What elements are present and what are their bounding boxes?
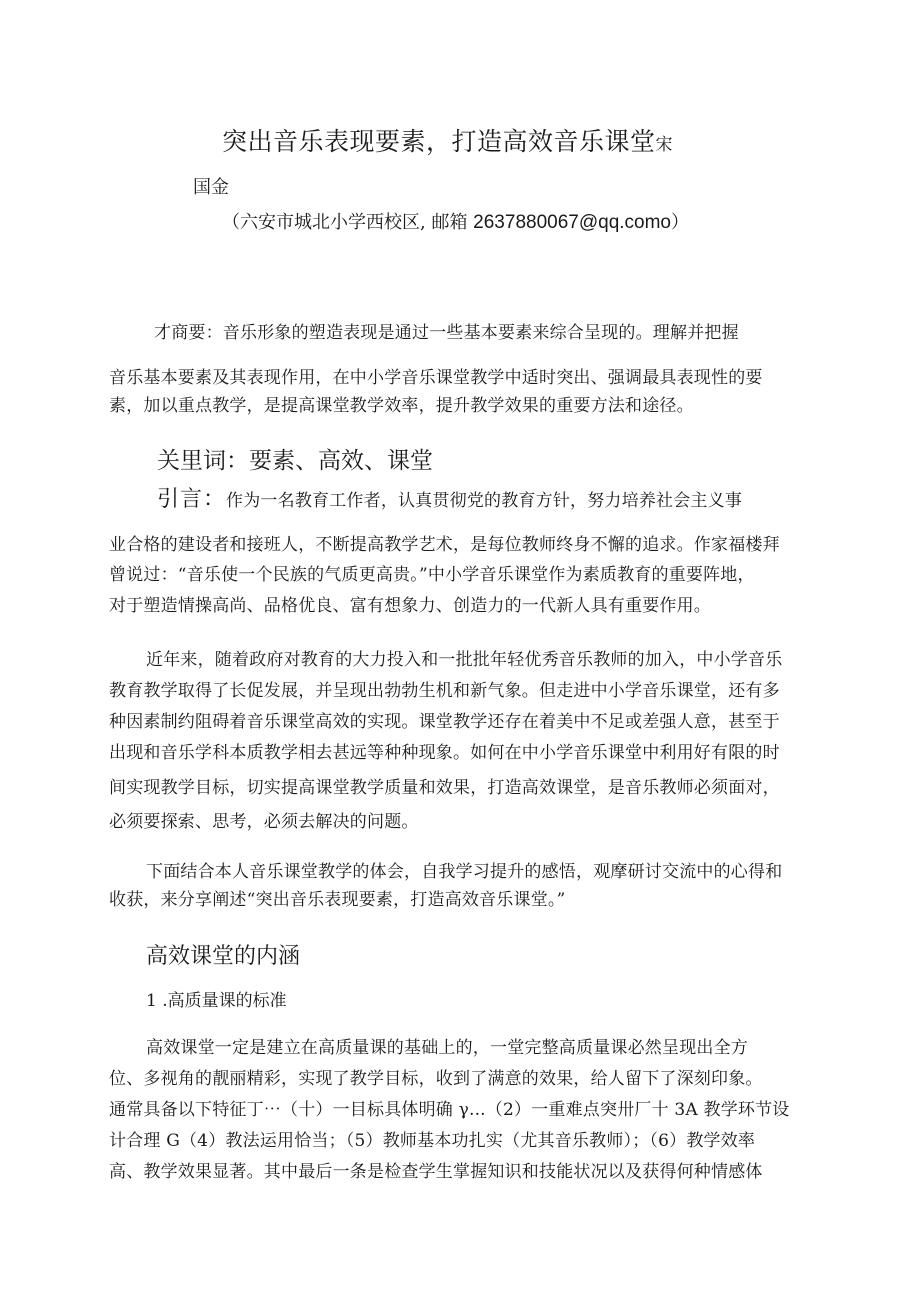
intro-first-line — [157, 486, 742, 515]
intro-line: 业合格的建设者和接班人，不断提高教学艺术，是每位教师终身不懈的追求。作家福楼拜 — [109, 535, 780, 555]
body-line: 近年来，随着政府对教育的大力投入和一批批年轻优秀音乐教师的加入，中小学音乐 — [146, 650, 783, 670]
body-line: 收获，来分享阐述“突出音乐表现要素，打造高效音乐课堂。” — [109, 890, 566, 910]
keywords: 关里词：要素、高效、课堂 — [157, 448, 433, 474]
body-line: 高效课堂一定是建立在高质量课的基础上的，一堂完整高质量课必然呈现出全方 — [146, 1038, 748, 1058]
author-name: 国金 — [193, 177, 229, 198]
body-line: 通常具备以下特征丁⋯（十）一目标具体明确 γ...（2）一重难点突卅厂十 3A 教学环节设 — [109, 1100, 790, 1120]
intro-line: 曾说过：“音乐使一个民族的气质更高贵。”中小学音乐课堂作为素质教育的重要阵地， — [109, 565, 755, 585]
body-line: 下面结合本人音乐课堂教学的体会，自我学习提升的感悟，观摩研讨交流中的心得和 — [146, 862, 783, 882]
abstract-line: 素，加以重点教学，是提高课堂教学效率，提升教学效果的重要方法和途径。 — [109, 396, 694, 416]
intro-line: 对于塑造情操高尚、品格优良、富有想象力、创造力的一代新人具有重要作用。 — [109, 596, 711, 616]
body-line: 必须要探索、思考，必须去解决的问题。 — [109, 812, 419, 832]
body-line: 高、教学效果显著。其中最后一条是检查学生掌握知识和技能状况以及获得何种情感体 — [109, 1162, 763, 1182]
section-heading: 高效课堂的内涵 — [146, 944, 301, 969]
section-subheading: 1 .高质量课的标准 — [146, 991, 287, 1011]
article-title — [222, 126, 673, 161]
intro-label: 引言： — [157, 487, 227, 512]
body-line: 位、多视角的靓丽精彩，实现了教学目标，收到了满意的效果，给人留下了深刻印象。 — [109, 1069, 763, 1089]
body-line: 计合理 G（4）教法运用恰当；（5）教师基本功扎实（尤其音乐教师）；（6）教学效率 — [109, 1131, 756, 1151]
body-line: 出现和音乐学科本质教学相去甚远等种种现象。如何在中小学音乐课堂中利用好有限的时 — [109, 743, 780, 763]
body-line: 教育教学取得了长促发展，并呈现出勃勃生机和新气象。但走进中小学音乐课堂，还有多 — [109, 681, 780, 701]
affiliation-email: 2637880067@qq.como — [473, 212, 672, 233]
affiliation-close: ） — [671, 212, 690, 233]
author-affiliation — [222, 211, 689, 235]
body-line: 种因素制约阻碍着音乐课堂高效的实现。课堂教学还存在着美中不足或差强人意，甚至于 — [109, 712, 780, 732]
article-title-suffix: 宋 — [655, 135, 674, 155]
abstract-line: 才商要：音乐形象的塑造表现是通过一些基本要素来综合呈现的。理解并把握 — [154, 323, 739, 343]
body-line: 间实现教学目标，切实提高课堂教学质量和效果，打造高效课堂，是音乐教师必须面对， — [109, 778, 780, 798]
abstract-line: 音乐基本要素及其表现作用，在中小学音乐课堂教学中适时突出、强调最具表现性的要 — [109, 368, 763, 388]
intro-line: 作为一名教育工作者，认真贯彻党的教育方针，努力培养社会主义事 — [226, 491, 743, 511]
affiliation-text: （六安市城北小学西校区, 邮箱 — [222, 212, 474, 233]
article-title-main: 突出音乐表现要素，打造高效音乐课堂 — [222, 127, 656, 156]
